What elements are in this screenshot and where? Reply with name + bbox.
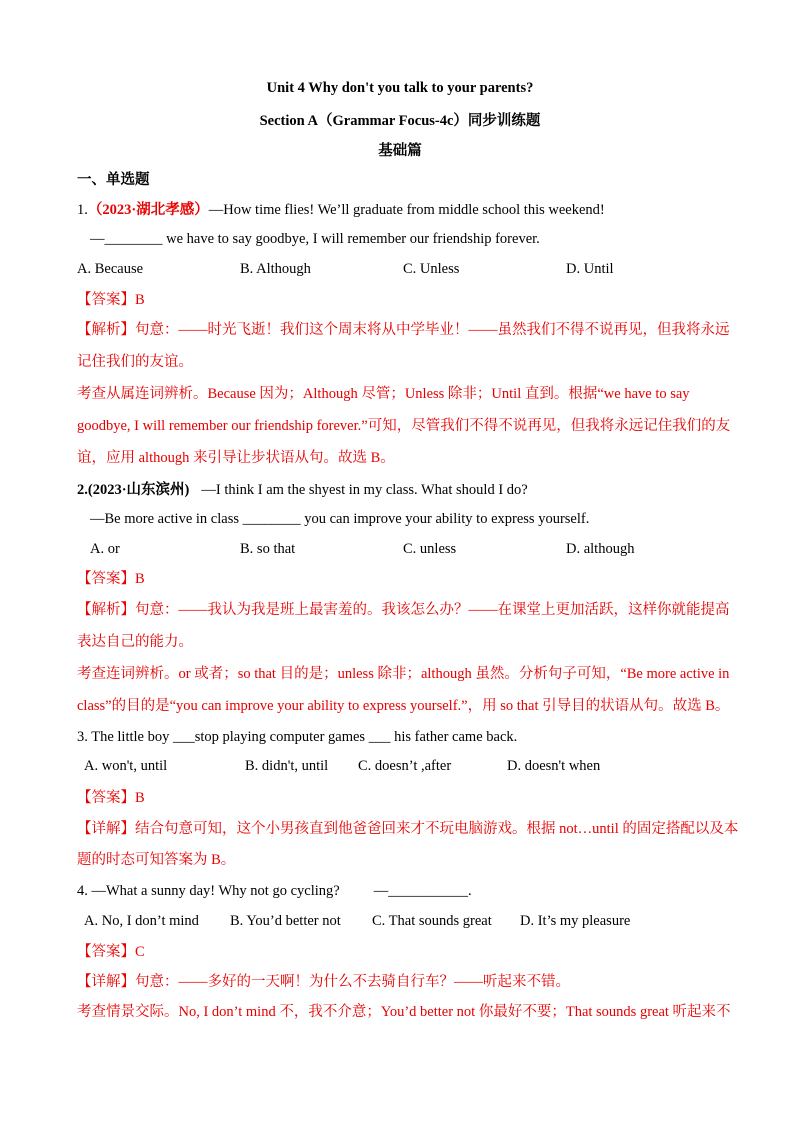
- analysis-line: 记住我们的友谊。: [77, 354, 193, 370]
- detail-line: 题的时态可知答案为 B。: [77, 852, 236, 868]
- question-3-stem: 3. The little boy ___stop playing computer games ___ his father came back.: [77, 729, 518, 745]
- option-a: A. No, I don’t mind: [84, 913, 199, 929]
- option-a: A. or: [90, 541, 120, 557]
- difficulty-level: 基础篇: [378, 143, 422, 159]
- analysis-line: 表达自己的能力。: [77, 634, 193, 650]
- option-b: B. Although: [240, 261, 311, 277]
- question-number: 1.: [77, 202, 88, 218]
- analysis-label: 【解析】: [77, 322, 135, 338]
- explanation-line: 考查连词辨析。or 或者；so that 目的是；unless 除非；although 虽然。分析句子可知，“Be more active in: [77, 666, 730, 682]
- detail-text: 句意：——多好的一天啊！为什么不去骑自行车？——听起来不错。: [135, 974, 570, 990]
- option-a: A. Because: [77, 261, 144, 277]
- analysis-label: 【解析】: [77, 602, 135, 618]
- analysis-text: 句意：——我认为我是班上最害羞的。我该怎么办？——在课堂上更加活跃，这样你就能提高: [135, 602, 730, 618]
- question-1-stem: [77, 200, 727, 220]
- detail-line: [77, 972, 727, 992]
- option-c: C. Unless: [403, 261, 460, 277]
- detail-line: [77, 819, 739, 839]
- analysis-line: [77, 320, 730, 340]
- question-text: —I think I am the shyest in my class. What should I do?: [201, 482, 528, 498]
- document-subtitle: Section A（Grammar Focus-4c）同步训练题: [259, 113, 541, 129]
- explanation-line: goodbye, I will remember our friendship forever.”可知，尽管我们不得不说再见，但我将永远记住我们的友: [77, 418, 731, 434]
- detail-label: 【详解】: [77, 821, 135, 837]
- option-b: B. didn't, until: [245, 758, 329, 774]
- question-number: 2.: [77, 482, 88, 498]
- answer-label: 【答案】B: [77, 292, 145, 308]
- question-reply: —___________.: [373, 883, 472, 899]
- explanation-line: 谊，应用 although 来引导让步状语从句。故选 B。: [77, 450, 395, 466]
- question-2-reply: —Be more active in class ________ you can improve your ability to express yourself.: [90, 511, 590, 527]
- question-text: 4. —What a sunny day! Why not go cycling?: [77, 883, 340, 899]
- question-1-reply: —________ we have to say goodbye, I will remember our friendship forever.: [90, 231, 540, 247]
- option-c: C. That sounds great: [372, 913, 492, 929]
- option-b: B. so that: [240, 541, 296, 557]
- option-c: C. unless: [403, 541, 457, 557]
- question-4-stem: [77, 881, 727, 901]
- detail-text: 结合句意可知，这个小男孩直到他爸爸回来才不玩电脑游戏。根据 not…until 的固定搭配以及本: [135, 821, 739, 837]
- option-d: D. It’s my pleasure: [520, 913, 631, 929]
- answer-label: 【答案】C: [77, 944, 145, 960]
- option-a: A. won't, until: [84, 758, 168, 774]
- analysis-line: [77, 600, 730, 620]
- explanation-line: 考查从属连词辨析。Because 因为；Although 尽管；Unless 除非；Until 直到。根据“we have to say: [77, 386, 690, 402]
- question-text: —How time flies! We’ll graduate from middle school this weekend!: [208, 202, 605, 218]
- explanation-line: 考查情景交际。No, I don’t mind 不，我不介意；You’d better not 你最好不要；That sounds great 听起来不: [77, 1004, 731, 1020]
- answer-label: 【答案】B: [77, 571, 145, 587]
- explanation-line: class”的目的是“you can improve your ability to express yourself.”，用 so that 引导目的状语从句。故选 B。: [77, 698, 730, 714]
- option-d: D. doesn't when: [507, 758, 601, 774]
- document-title: Unit 4 Why don't you talk to your parents?: [266, 80, 534, 96]
- analysis-text: 句意：——时光飞逝！我们这个周末将从中学毕业！——虽然我们不得不说再见，但我将永远: [135, 322, 730, 338]
- section-heading: 一、单选题: [77, 172, 150, 188]
- question-source: (2023·山东滨州): [87, 482, 190, 498]
- option-d: D. although: [566, 541, 635, 557]
- option-c: C. doesn’t ,after: [358, 758, 452, 774]
- option-b: B. You’d better not: [230, 913, 341, 929]
- option-d: D. Until: [566, 261, 614, 277]
- answer-label: 【答案】B: [77, 790, 145, 806]
- question-2-stem: [77, 480, 727, 500]
- question-source: （2023·湖北孝感）: [87, 202, 209, 218]
- detail-label: 【详解】: [77, 974, 135, 990]
